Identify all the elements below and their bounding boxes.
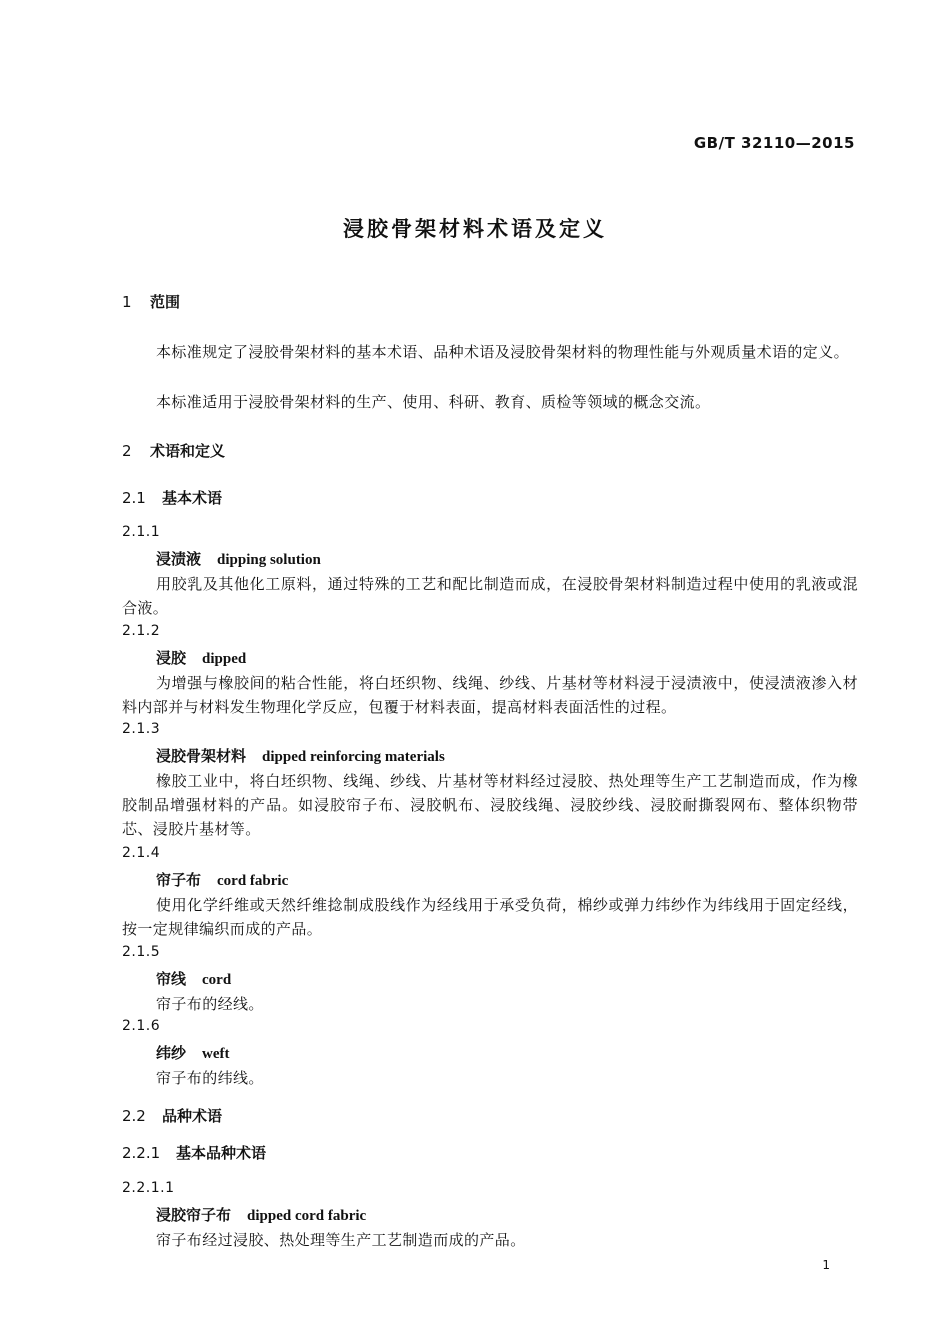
term-line (156, 647, 246, 668)
term-definition: 为增强与橡胶间的粘合性能，将白坯织物、线绳、纱线、片基材等材料浸于浸渍液中，使浸渍液渗入材料内部并与材料发生物理化学反应，包覆于材料表面，提高材料表面活性的过程。 (122, 674, 858, 716)
term-chinese: 帘子布 (156, 871, 202, 889)
entry-number: 2.1.2 (122, 623, 161, 639)
term-definition: 使用化学纤维或天然纤维捻制成股线作为经线用于承受负荷，棉纱或弹力纬纱作为纬线用于固定经线，按一定规律编织而成的产品。 (122, 896, 858, 938)
term-definition: 橡胶工业中，将白坯织物、线绳、纱线、片基材等材料经过浸胶、热处理等生产工艺制造而成，作为橡胶制品增强材料的产品。如浸胶帘子布、浸胶帆布、浸胶线绳、浸胶纱线、浸胶耐撕裂网布、整体织物带芯、浸胶片基材等。 (122, 772, 858, 838)
term-definition: 用胶乳及其他化工原料，通过特殊的工艺和配比制造而成，在浸胶骨架材料制造过程中使用的乳液或混合液。 (122, 575, 858, 617)
section-title: 术语和定义 (150, 442, 226, 460)
entry-number: 2.2.1.1 (122, 1180, 175, 1196)
term-line (156, 869, 288, 890)
entry-number: 2.1.1 (122, 524, 161, 540)
section-heading-2 (122, 440, 225, 461)
term-line (156, 745, 445, 766)
term-line (156, 968, 231, 989)
section-heading-2-2 (122, 1105, 222, 1126)
section-number: 2.2.1 (122, 1144, 161, 1162)
term-definition: 帘子布的经线。 (156, 995, 264, 1013)
standard-number: GB/T 32110—2015 (693, 134, 855, 152)
term-english: cord fabric (217, 873, 289, 889)
term-english: cord (202, 972, 232, 988)
section-heading-2-1 (122, 487, 222, 508)
term-chinese: 浸渍液 (156, 550, 202, 568)
page-title: 浸胶骨架材料术语及定义 (343, 217, 607, 241)
term-english: weft (202, 1046, 230, 1062)
section-number: 2 (122, 442, 132, 460)
section-title: 基本品种术语 (176, 1144, 267, 1162)
term-line (156, 1204, 366, 1225)
section-number: 2.1 (122, 489, 146, 507)
page-number: 1 (822, 1258, 830, 1272)
section-heading-1 (122, 291, 180, 312)
term-english: dipped reinforcing materials (262, 749, 445, 765)
term-chinese: 帘线 (156, 970, 187, 988)
term-chinese: 浸胶帘子布 (156, 1206, 232, 1224)
term-english: dipping solution (217, 552, 321, 568)
term-line (156, 1042, 230, 1063)
section-heading-2-2-1 (122, 1142, 266, 1163)
entry-number: 2.1.4 (122, 845, 161, 861)
scope-paragraph-2: 本标准适用于浸胶骨架材料的生产、使用、科研、教育、质检等领域的概念交流。 (156, 393, 711, 411)
term-chinese: 浸胶骨架材料 (156, 747, 247, 765)
term-english: dipped cord fabric (247, 1208, 367, 1224)
entry-number: 2.1.5 (122, 944, 161, 960)
section-number: 1 (122, 293, 132, 311)
section-title: 基本术语 (162, 489, 223, 507)
term-chinese: 浸胶 (156, 649, 187, 667)
term-english: dipped (202, 651, 247, 667)
term-definition: 帘子布经过浸胶、热处理等生产工艺制造而成的产品。 (156, 1231, 526, 1249)
section-number: 2.2 (122, 1107, 146, 1125)
term-chinese: 纬纱 (156, 1044, 187, 1062)
scope-paragraph-1: 本标准规定了浸胶骨架材料的基本术语、品种术语及浸胶骨架材料的物理性能与外观质量术语的定义。 (156, 343, 850, 361)
section-title: 品种术语 (162, 1107, 223, 1125)
term-line (156, 548, 321, 569)
entry-number: 2.1.3 (122, 721, 161, 737)
section-title: 范围 (150, 293, 181, 311)
entry-number: 2.1.6 (122, 1018, 161, 1034)
term-definition: 帘子布的纬线。 (156, 1069, 264, 1087)
